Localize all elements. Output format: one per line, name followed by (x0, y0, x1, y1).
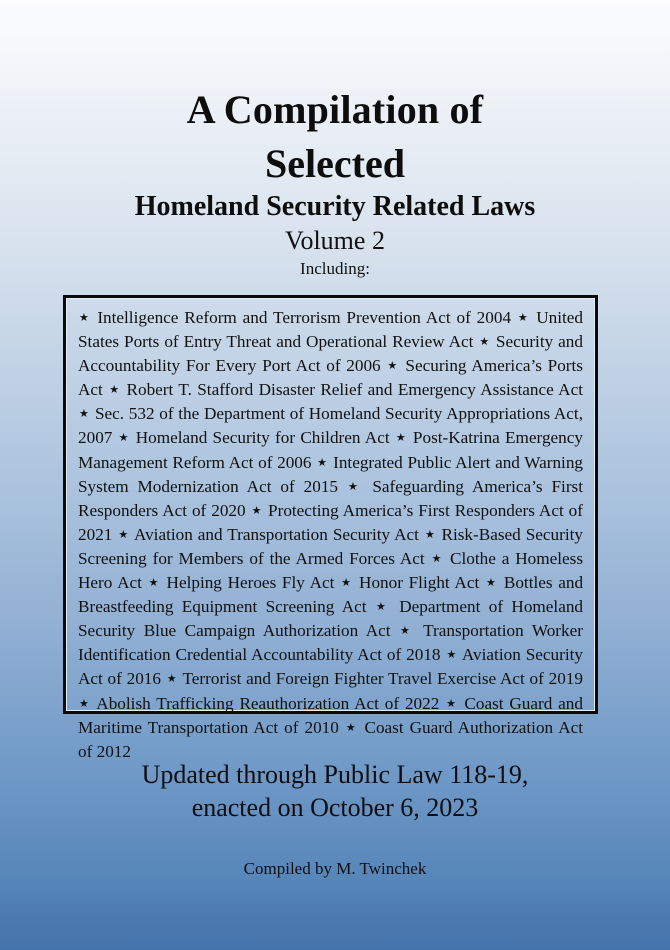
subtitle: Homeland Security Related Laws (134, 191, 536, 222)
star-icon: ★ (251, 504, 263, 517)
act-title: United States Ports of Entry Threat and Operational Review Act (78, 308, 584, 352)
star-icon: ★ (109, 384, 121, 397)
act-title: Integrated Public Alert and Warning System Modernization Act of 2015 (78, 452, 584, 496)
star-icon: ★ (341, 577, 353, 590)
included-acts-box (63, 295, 598, 761)
act-title: Risk-Based Security Screening for Members of the Armed Forces Act (78, 524, 583, 568)
act-title: Protecting America’s First Responders Act of 2021 (78, 500, 583, 544)
star-icon: ★ (431, 552, 444, 565)
title-line-1: A Compilation of (186, 87, 484, 132)
updated-line-1: Updated through Public Law 118-19, (141, 760, 529, 789)
star-icon: ★ (375, 601, 390, 614)
star-icon: ★ (517, 312, 530, 324)
act-title: Clothe a Homeless Hero Act (78, 548, 584, 593)
act-title: Terrorist and Foreign Fighter Travel Exercise Act of 2019 (182, 669, 583, 689)
star-icon: ★ (79, 408, 90, 421)
included-acts-list (78, 307, 583, 762)
act-title: Transportation Worker Identification Credential Accountability Act of 2018 (78, 621, 583, 665)
including-label: Including: (300, 259, 370, 278)
act-title: Honor Flight Act (359, 573, 480, 593)
star-icon: ★ (118, 432, 130, 445)
updated-through-notice (0, 758, 670, 824)
compiled-by: Compiled by M. Twinchek (243, 859, 427, 878)
title-line-2: Selected (265, 141, 405, 186)
star-icon: ★ (400, 625, 415, 638)
act-title: Department of Homeland Security Blue Campaign Authorization Act (78, 597, 584, 641)
act-title: Homeland Security for Children Act (135, 428, 390, 448)
act-title: Helping Heroes Fly Act (166, 573, 335, 593)
act-title: Sec. 532 of the Department of Homeland Security Appropriations Act, 2007 (78, 404, 584, 448)
act-title: Security and Accountability For Every Port Act of 2006 (78, 332, 583, 376)
act-title: Abolish Trafficking Reauthorization Act of 2022 (96, 693, 440, 713)
act-title: Safeguarding America’s First Responders Act of 2020 (78, 476, 584, 520)
star-icon: ★ (345, 721, 358, 734)
star-icon: ★ (485, 577, 498, 590)
star-icon: ★ (166, 673, 178, 686)
star-icon: ★ (79, 697, 91, 710)
star-icon: ★ (148, 577, 160, 590)
act-title: Securing America’s Ports Act (78, 356, 583, 400)
star-icon: ★ (446, 649, 457, 662)
star-icon: ★ (79, 312, 91, 324)
act-title: Aviation Security Act of 2016 (78, 645, 583, 689)
star-icon: ★ (347, 480, 363, 493)
act-title: Bottles and Breastfeeding Equipment Screening Act (78, 573, 584, 617)
star-icon: ★ (446, 697, 458, 710)
star-icon: ★ (387, 360, 399, 373)
star-icon: ★ (424, 528, 436, 541)
act-title: Aviation and Transportation Security Act (133, 524, 419, 544)
star-icon: ★ (317, 456, 328, 469)
updated-line-2: enacted on October 6, 2023 (191, 793, 479, 822)
volume-label: Volume 2 (285, 226, 385, 255)
star-icon: ★ (479, 336, 490, 349)
act-title: Coast Guard and Maritime Transportation Act of 2010 (78, 693, 583, 737)
act-title: Post-Katrina Emergency Management Reform Act of 2006 (78, 428, 583, 472)
star-icon: ★ (118, 528, 129, 541)
act-title: Coast Guard Authorization Act of 2012 (78, 717, 584, 761)
act-title: Robert T. Stafford Disaster Relief and Emergency Assistance Act (126, 380, 583, 400)
star-icon: ★ (395, 432, 407, 445)
act-title: Intelligence Reform and Terrorism Prevention Act of 2004 (97, 308, 512, 327)
